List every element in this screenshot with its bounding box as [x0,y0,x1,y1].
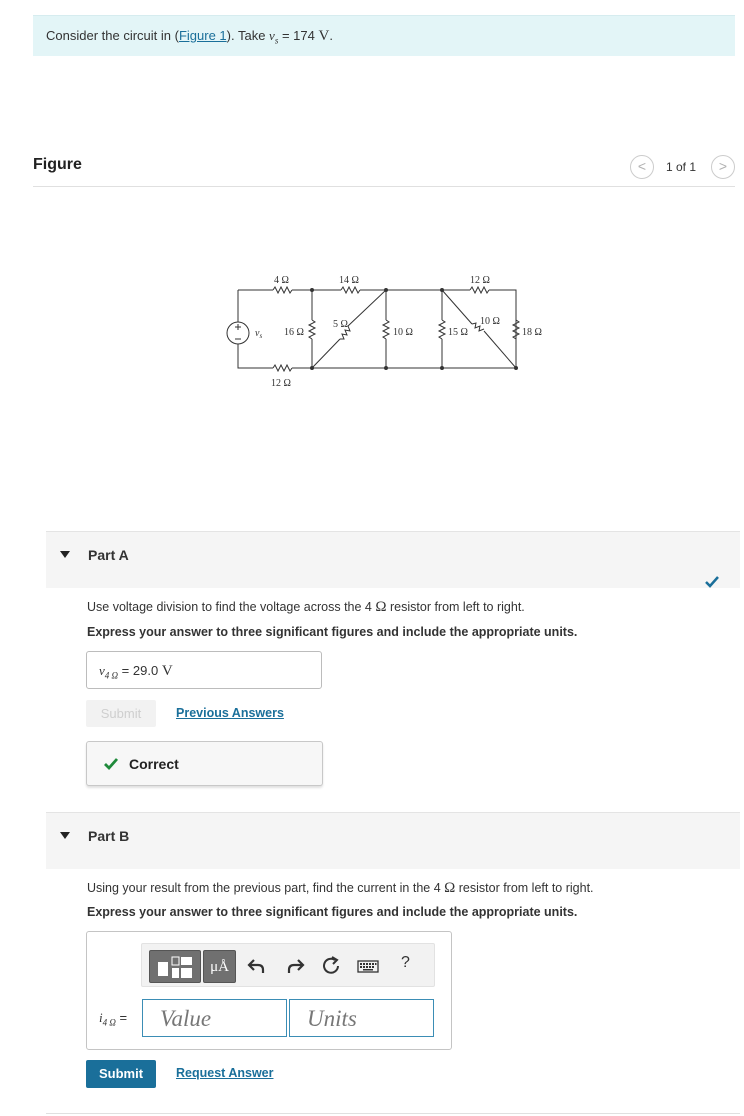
label-r-top-right: 12 Ω [470,275,490,286]
part-a-answer-value: 29.0 [132,663,159,678]
intro-text: Consider the circuit in (Figure 1). Take $v_s = 174$ V. [46,28,333,46]
circuit-diagram [218,268,558,393]
label-r-top-mid: 14 Ω [339,275,359,286]
correct-label: Correct [129,756,179,772]
figure-1-link[interactable]: Figure 1 [178,28,227,43]
label-r-5: 5 Ω [333,319,348,330]
part-b-question: Using your result from the previous part, find the current in the 4 Ω resistor from left to right. [87,880,594,896]
units-button[interactable]: μÅ [203,950,236,983]
chevron-left-icon: < [637,158,647,174]
label-r-18: 18 Ω [522,327,542,338]
reset-icon[interactable] [320,955,342,977]
label-r-16: 16 Ω [284,327,304,338]
part-a-submit-button-disabled: Submit [86,700,156,727]
templates-button[interactable] [149,950,201,983]
part-b-lhs: $i_{4 \Omega}$ = [99,1010,128,1028]
part-a-answer-display [86,651,322,689]
value-input[interactable] [142,999,287,1037]
templates-icon [150,951,202,984]
intro-prefix: Consider the circuit in ( [46,28,179,43]
part-a-question: Use voltage division to find the voltage across the 4 Ω resistor from left to right. [87,599,525,615]
units-placeholder: Units [307,1006,357,1031]
figure-page-count: 1 of 1 [666,160,697,174]
figure-divider [33,186,735,187]
part-a-complete-check-icon [704,575,720,589]
part-a-answer-unit: V [161,663,173,679]
previous-answers-link[interactable]: Previous Answers [176,706,284,720]
intro-middle: ). Take [226,28,270,43]
part-a-instruction: Express your answer to three significant figures and include the appropriate units. [87,625,578,639]
undo-icon[interactable] [246,955,268,977]
help-button[interactable]: ? [401,954,410,971]
part-b-label: Part B [88,828,130,844]
vs-variable: $v_s$ [269,28,279,46]
bottom-divider [46,1113,740,1114]
part-b-header[interactable] [46,812,740,869]
keyboard-icon[interactable] [356,955,380,977]
part-a-label: Part A [88,547,129,563]
label-r-10-mid: 10 Ω [393,327,413,338]
prev-figure-button[interactable] [630,155,654,179]
label-r-top-left: 4 Ω [274,275,289,286]
figure-pager [630,155,736,179]
figure-title: Figure [33,156,82,173]
intro-equals: = 174 [278,28,319,43]
intro-unit: V [318,28,330,44]
redo-icon[interactable] [284,955,306,977]
part-a-lhs: $v_{4 \Omega} = 29.0$ V [99,663,173,681]
chevron-right-icon: > [718,158,728,174]
next-figure-button[interactable] [711,155,735,179]
collapse-triangle-icon[interactable] [60,551,70,558]
problem-intro [33,15,735,56]
units-input[interactable] [289,999,434,1037]
math-toolbar [141,943,435,987]
value-placeholder: Value [160,1006,212,1031]
label-r-15: 15 Ω [448,327,468,338]
correct-feedback [86,741,323,786]
collapse-triangle-icon[interactable] [60,832,70,839]
part-a-header[interactable] [46,531,740,588]
part-b-answer-panel [86,931,452,1050]
part-b-submit-button[interactable]: Submit [86,1060,156,1088]
part-b-instruction: Express your answer to three significant figures and include the appropriate units. [87,905,578,919]
request-answer-link[interactable]: Request Answer [176,1066,274,1080]
label-r-bottom-left: 12 Ω [271,378,291,389]
correct-check-icon [103,757,119,771]
label-r-10-diag: 10 Ω [480,316,500,327]
label-vs: $v_s$ [255,328,263,340]
